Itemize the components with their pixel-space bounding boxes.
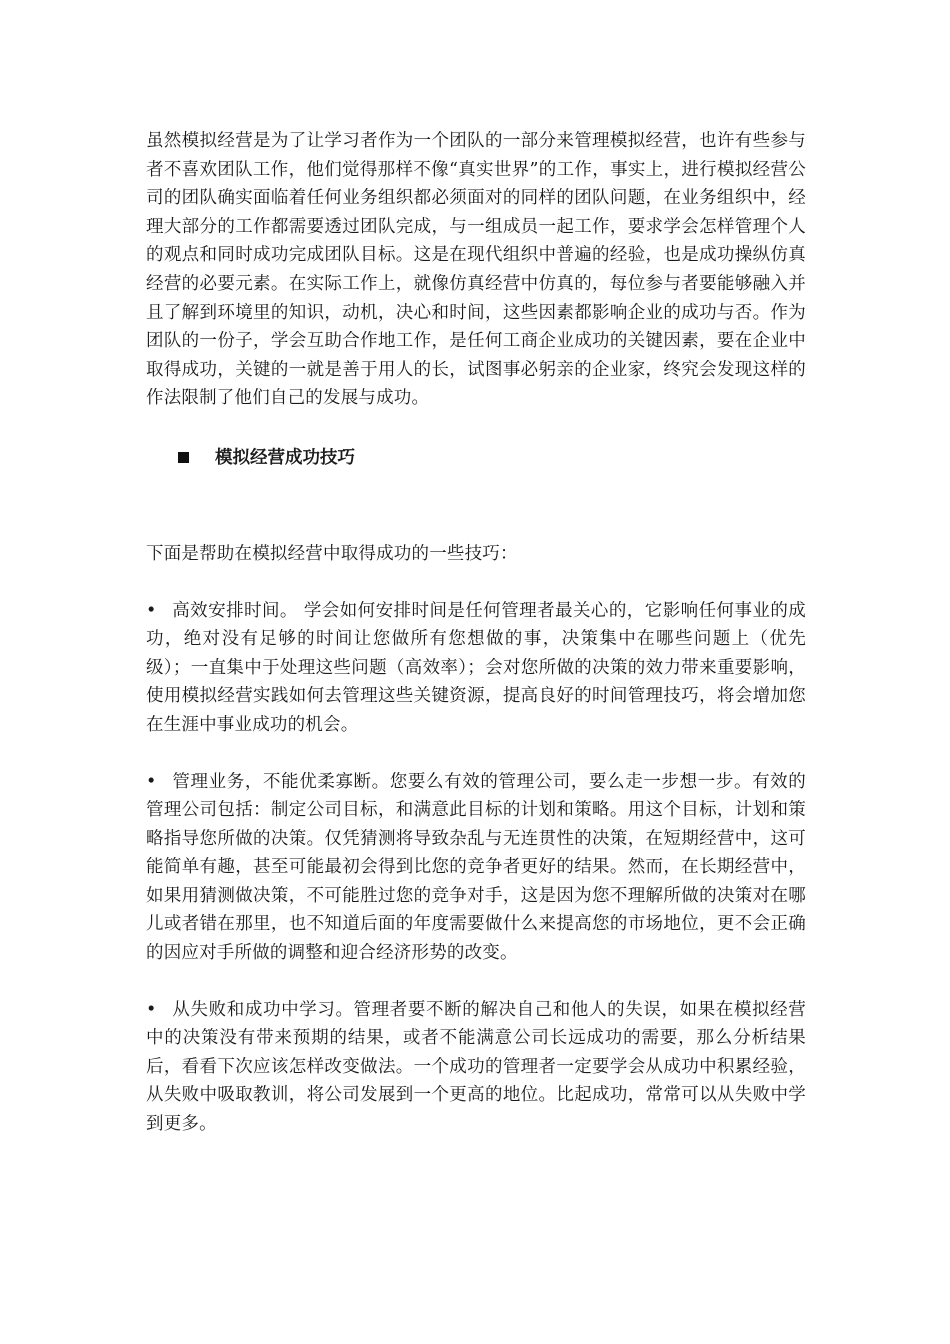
section-heading	[178, 444, 806, 472]
intro-paragraph: 虽然模拟经营是为了让学习者作为一个团队的一部分来管理模拟经营，也许有些参与者不喜欢团队工作，他们觉得那样不像“真实世界”的工作，事实上，进行模拟经营公司的团队确实面临着任何业务组织都必须面对的同样的团队问题，在业务组织中，经理大部分的工作都需要透过团队完成，与一组成员一起工作，要求学会怎样管理个人的观点和同时成功完成团队目标。这是在现代组织中普遍的经验，也是成功操纵仿真经营的必要元素。在实际工作上，就像仿真经营中仿真的，每位参与者要能够融入并且了解到环境里的知识，动机，决心和时间，这些因素都影响企业的成功与否。作为团队的一份子，学会互助合作地工作，是任何工商企业成功的关键因素，要在企业中取得成功，关键的一就是善于用人的长，试图事必躬亲的企业家，终究会发现这样的作法限制了他们自己的发展与成功。	[146, 131, 806, 409]
square-bullet-icon	[178, 452, 189, 463]
bullet-dot-icon: •	[146, 999, 157, 1020]
section-heading-text: 模拟经营成功技巧	[215, 447, 355, 468]
bullet-item	[146, 768, 806, 968]
bullet-dot-icon: •	[146, 771, 157, 792]
bullet-text: 高效安排时间。 学会如何安排时间是任何管理者最关心的，它影响任何事业的成功，绝对没有足够的时间让您做所有您想做的事，决策集中在哪些问题上（优先级）；一直集中于处理这些问题（高效率）；会对您所做的决策的效力带来重要影响，使用模拟经营实践如何去管理这些关键资源，提高良好的时间管理技巧，将会增加您在生涯中事业成功的机会。	[146, 600, 806, 735]
bullet-item	[146, 597, 806, 740]
bullet-item	[146, 996, 806, 1139]
bullet-dot-icon: •	[146, 600, 157, 621]
bullet-text: 从失败和成功中学习。管理者要不断的解决自己和他人的失误，如果在模拟经营中的决策没有带来预期的结果，或者不能满意公司长远成功的需要，那么分析结果后，看看下次应该怎样改变做法。一个成功的管理者一定要学会从成功中积累经验，从失败中吸取教训，将公司发展到一个更高的地位。比起成功，常常可以从失败中学到更多。	[146, 999, 806, 1135]
bullet-text: 管理业务，不能优柔寡断。您要么有效的管理公司，要么走一步想一步。有效的管理公司包括：制定公司目标，和满意此目标的计划和策略。用这个目标，计划和策略指导您所做的决策。仅凭猜测将导致杂乱与无连贯性的决策，在短期经营中，这可能简单有趣，甚至可能最初会得到比您的竞争者更好的结果。然而，在长期经营中，如果用猜测做决策，不可能胜过您的竞争对手，这是因为您不理解所做的决策对在哪儿或者错在那里，也不知道后面的年度需要做什么来提高您的市场地位，更不会正确的因应对手所做的调整和迎合经济形势的改变。	[146, 771, 806, 964]
lead-sentence: 下面是帮助在模拟经营中取得成功的一些技巧：	[146, 543, 518, 564]
document-page	[146, 127, 806, 1139]
